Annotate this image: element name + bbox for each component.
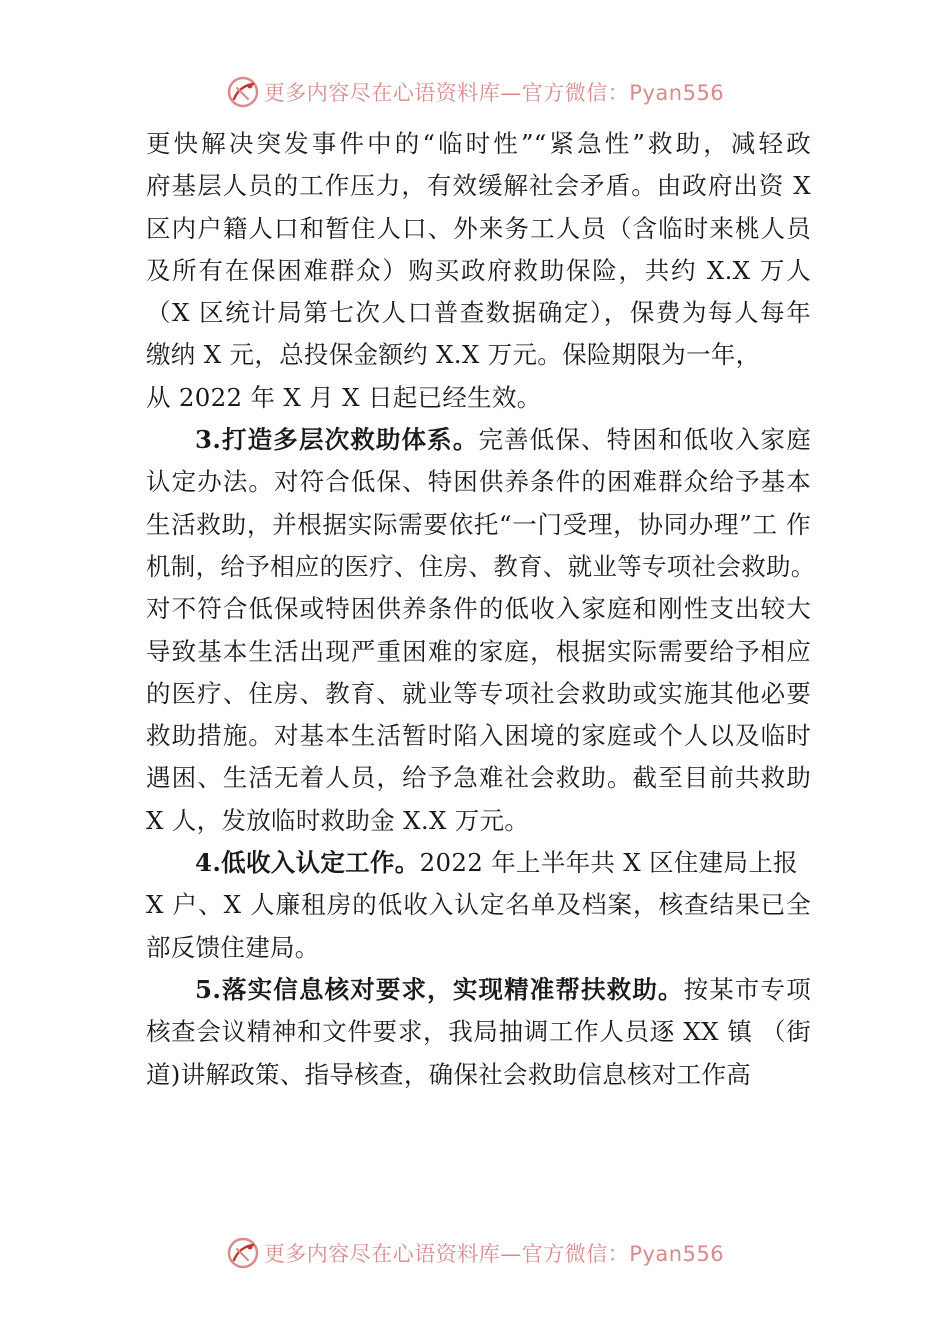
text-line: 部反馈住建局。 (146, 932, 320, 962)
text-line: 缴纳 X 元，总投保金额约 X.X 万元。保险期限为一年， (146, 340, 761, 370)
text-line: 对不符合低保或特困供养条件的低收入家庭和刚性支出较大 (146, 594, 811, 624)
text-line: 核查会议精神和文件要求，我局抽调工作人员逐 XX 镇 （街 (146, 1017, 811, 1047)
seal-logo-icon (226, 1236, 260, 1270)
text-line: 从 2022 年 X 月 X 日起已经生效。 (146, 382, 542, 412)
text-line: X 户、X 人廉租房的低收入认定名单及档案，核查结果已全 (146, 890, 811, 920)
text-run: 2022 年上半年共 X 区住建局上报 (419, 848, 798, 878)
watermark-text: 更多内容尽在心语资料库—官方微信：Pyan556 (263, 81, 725, 105)
text-line: 认定办法。对符合低保、特困供养条件的困难群众给予基本 (146, 467, 811, 497)
section-heading: 3.打造多层次救助体系。 (195, 425, 479, 455)
text-line: X 人，发放临时救助金 X.X 万元。 (146, 805, 530, 835)
section-heading: 4.低收入认定工作。 (195, 848, 420, 878)
footer-watermark (0, 1233, 950, 1273)
text-run: 完善低保、特困和低收入家庭 (478, 425, 811, 455)
text-run: 按某市专项 (683, 974, 812, 1004)
section-heading: 5.落实信息核对要求，实现精准帮扶救助。 (195, 974, 684, 1004)
paragraph-insurance (146, 123, 811, 419)
text-line (146, 419, 811, 461)
document-body (146, 123, 816, 1096)
text-line: （X 区统计局第七次人口普查数据确定），保费为每人每年 (146, 298, 811, 328)
paragraph-assistance-system (146, 419, 816, 842)
text-line: 的医疗、住房、教育、就业等专项社会救助或实施其他必要 (146, 678, 811, 708)
text-line: 区内户籍人口和暂住人口、外来务工人员（含临时来桃人员 (146, 213, 811, 243)
text-line: 道)讲解政策、指导核查，确保社会救助信息核对工作高 (146, 1059, 752, 1089)
header-watermark (0, 72, 950, 112)
seal-logo-icon (226, 75, 260, 109)
text-line (146, 842, 811, 884)
text-line: 及所有在保困难群众）购买政府救助保险，共约 X.X 万人 (146, 255, 811, 285)
paragraph-info-verification (146, 969, 811, 1096)
paragraph-low-income (146, 842, 811, 969)
text-line: 机制，给予相应的医疗、住房、教育、就业等专项社会救助。 (146, 551, 816, 581)
text-line: 遇困、生活无着人员，给予急难社会救助。截至目前共救助 (146, 763, 811, 793)
text-line: 导致基本生活出现严重困难的家庭，根据实际需要给予相应 (146, 636, 811, 666)
text-line (146, 969, 811, 1011)
text-line: 更快解决突发事件中的“临时性”“紧急性”救助，减轻政 (146, 129, 811, 158)
text-line: 救助措施。对基本生活暂时陷入困境的家庭或个人以及临时 (146, 721, 811, 751)
watermark-text: 更多内容尽在心语资料库—官方微信：Pyan556 (263, 1242, 725, 1266)
text-line: 生活救助，并根据实际需要依托“一门受理，协同办理”工 作 (146, 509, 811, 539)
text-line: 府基层人员的工作压力，有效缓解社会矛盾。由政府出资 X (146, 171, 811, 201)
